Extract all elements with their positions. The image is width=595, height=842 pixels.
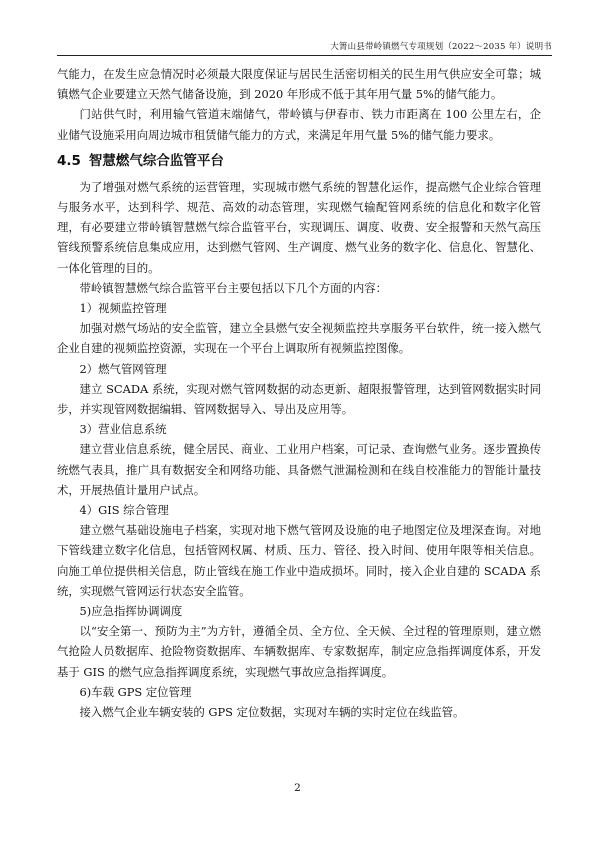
item-heading-pipe-network: 2）燃气管网管理 bbox=[79, 361, 167, 376]
document-body bbox=[57, 64, 541, 722]
section-number: 4.5 bbox=[57, 152, 81, 169]
paragraph-storage-capacity: 气能力，在发生应急情况时必须最大限度保证与居民生活密切相关的民生用气供应安全可靠；城镇燃气企业要建立天然气储备设施，到 2020 年形成不低于其年用气量 5%的储气能力。 bbox=[57, 67, 541, 102]
page-number: 2 bbox=[294, 782, 301, 794]
section-intro-paragraph: 为了增强对燃气系统的运营管理，实现城市燃气系统的智慧化运作，提高燃气企业综合管理与服务水平，达到科学、规范、高效的动态管理，实现燃气输配管网系统的信息化和数字化管理，有必要建立带岭镇智慧燃气综合监管平台，实现调压、调度、收费、安全报警和天然气高压管线预警系统信息集成应用，达到燃气管网、生产调度、燃气业务的数字化、信息化、智慧化、一体化管理的目的。 bbox=[57, 179, 541, 275]
paragraph-gate-station: 门站供气时，利用输气管道末端储气，带岭镇与伊春市、铁力市距离在 100 公里左右，企业储气设施采用向周边城市租赁储气能力的方式，来满足年用气量 5%的储气能力要求。 bbox=[57, 107, 541, 142]
item-body-vehicle-gps: 接入燃气企业车辆安装的 GPS 定位数据，实现对车辆的实时定位在线监管。 bbox=[79, 705, 465, 720]
section-title: 智慧燃气综合监管平台 bbox=[88, 152, 224, 169]
item-heading-emergency-command: 5)应急指挥协调调度 bbox=[79, 604, 183, 619]
section-contents-lead: 带岭镇智慧燃气综合监管平台主要包括以下几个方面的内容： bbox=[79, 280, 388, 295]
item-heading-vehicle-gps: 6)车载 GPS 定位管理 bbox=[79, 684, 192, 699]
item-body-emergency-command: 以“安全第一、预防为主”为方针，遵循全员、全方位、全天候、全过程的管理原则，建立燃气抢险人员数据库、抢险物资数据库、车辆数据库、专家数据库，制定应急指挥调度体系，开发基于 GIS 的燃气应急指挥调度系统，实现燃气事故应急指挥调度。 bbox=[57, 624, 541, 679]
item-body-business-info: 建立营业信息系统，健全居民、商业、工业用户档案，可记录、查询燃气业务。逐步置换传统燃气表具，推广具有数据安全和网络功能、具备燃气泄漏检测和在线自校准能力的智能计量技术，开展热值计量用户试点。 bbox=[57, 442, 541, 497]
item-heading-gis: 4）GIS 综合管理 bbox=[79, 503, 169, 518]
header-divider bbox=[57, 55, 552, 56]
item-body-pipe-network: 建立 SCADA 系统，实现对燃气管网数据的动态更新、超限报警管理，达到管网数据实时同步，并实现管网数据编辑、管网数据导入、导出及应用等。 bbox=[57, 381, 541, 417]
item-heading-business-info: 3）营业信息系统 bbox=[79, 422, 167, 437]
item-body-video-monitoring: 加强对燃气场站的安全监管，建立全县燃气安全视频监控共享服务平台软件，统一接入燃气企业自建的视频监控资源，实现在一个平台上调取所有视频监控图像。 bbox=[57, 321, 541, 356]
item-body-gis: 建立燃气基础设施电子档案，实现对地下燃气管网及设施的电子地图定位及埋深查询。对地下管线建立数字化信息，包括管网权属、材质、压力、管径、投入时间、使用年限等相关信息。向施工单位提供相关信息，防止管线在施工作业中造成损坏。同时，接入企业自建的 SCADA 系统，实现燃气管网运行状态安全监管。 bbox=[57, 523, 541, 598]
running-header: 大箐山县带岭镇燃气专项规划（2022～2035 年）说明书 bbox=[330, 42, 552, 52]
section-heading bbox=[57, 151, 541, 171]
item-heading-video-monitoring: 1）视频监控管理 bbox=[79, 301, 167, 316]
